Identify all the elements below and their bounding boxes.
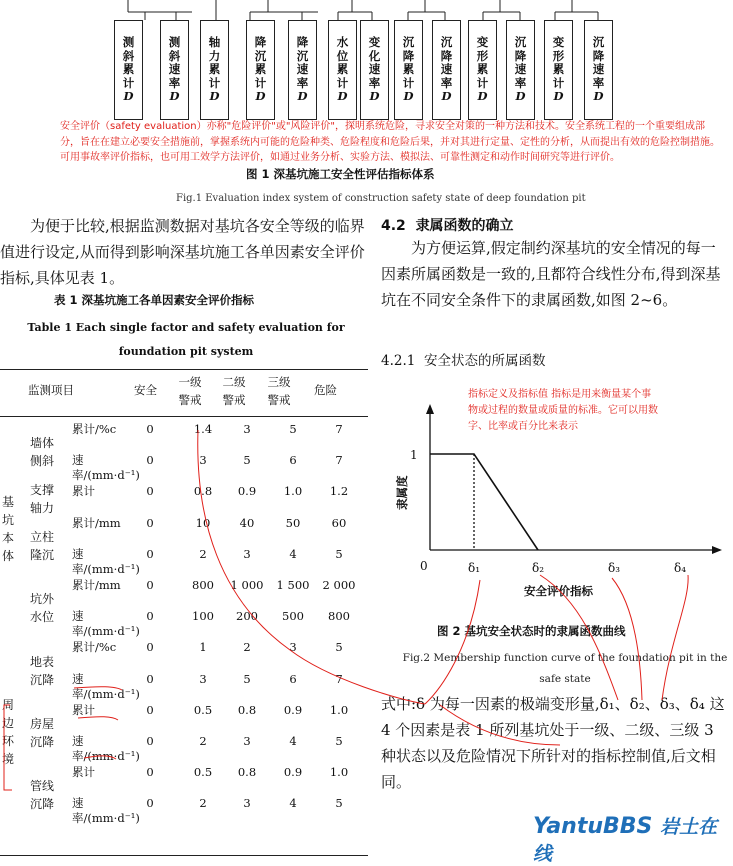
table-cell: 7 <box>335 422 343 436</box>
figure1-box-char: 速 <box>168 62 181 77</box>
figure1-box-char: 沉 <box>402 35 415 50</box>
table-cell: 速率/(mm·d⁻¹) <box>72 609 140 639</box>
watermark-brand: YantuBBS <box>533 814 653 839</box>
table-cell: 0.8 <box>237 765 257 780</box>
table-cell: 0.8 <box>237 702 257 717</box>
table-cell: 5 <box>335 734 343 748</box>
section-4-2-1-title: 安全状态的所属函数 <box>423 353 546 369</box>
figure1-box-char: 沉 <box>296 48 309 63</box>
table-cell: 10 <box>195 515 211 530</box>
table-cell: 0 <box>146 453 154 468</box>
table-cell: 速率/(mm·d⁻¹) <box>72 453 140 483</box>
table-group-name: 基坑本体 <box>2 495 15 564</box>
table-cell: 1 500 <box>276 578 310 592</box>
table-item-name: 支撑轴力 <box>30 483 55 515</box>
table-cell: 速率/(mm·d⁻¹) <box>72 796 140 826</box>
figure1-box-char: 计 <box>336 75 349 90</box>
y-axis-label: 隶属度 <box>395 475 409 510</box>
table-cell: 3 <box>199 453 207 468</box>
table-cell: 1 000 <box>230 578 264 592</box>
header-monitor-item: 监测项目 <box>28 383 74 397</box>
table-cell: 0 <box>146 796 154 811</box>
table-cell: 2 <box>199 734 207 748</box>
table-cell: 5 <box>335 796 343 811</box>
figure1-box-char: 速 <box>368 62 381 77</box>
table-cell: 0.9 <box>283 702 303 717</box>
table-cell: 5 <box>289 422 297 436</box>
figure1-box-char: 累 <box>122 62 135 77</box>
table-cell: 6 <box>289 453 297 468</box>
section-4-2-title: 隶属函数的确立 <box>415 218 514 234</box>
figure1-box-symbol: D <box>553 89 564 104</box>
table-cell: 累计/%c <box>72 640 117 655</box>
table-cell: 3 <box>243 546 251 561</box>
table-cell: 4 <box>289 796 297 811</box>
table-cell: 累计/mm <box>72 578 121 592</box>
table-cell: 累计 <box>72 484 95 499</box>
figure1-box-char: 降 <box>402 48 415 63</box>
header-level1: 一级警戒 <box>178 375 202 407</box>
figure1-box-char: 率 <box>592 75 605 90</box>
figure1-box-char: 率 <box>514 75 527 90</box>
figure1-box-char: 降 <box>440 48 453 63</box>
y-tick-1: 1 <box>410 448 418 462</box>
table-cell: 0.5 <box>193 765 213 780</box>
table-cell: 累计/mm <box>72 515 121 530</box>
table-cell: 1.0 <box>329 765 349 780</box>
section-4-2-num: 4.2 <box>381 218 406 234</box>
table-cell: 3 <box>243 796 251 811</box>
table-cell: 0.8 <box>193 484 213 499</box>
table-cell: 0 <box>146 422 154 436</box>
x-tick-delta3: δ₃ <box>608 561 621 575</box>
table-cell: 60 <box>331 515 347 530</box>
table-cell: 7 <box>335 671 343 686</box>
table-cell: 累计 <box>72 702 95 717</box>
section-4-2-1-num: 4.2.1 <box>381 353 416 369</box>
x-axis-label: 安全评价指标 <box>524 584 593 598</box>
figure1-box-symbol: D <box>123 89 134 104</box>
table-cell: 0.9 <box>237 484 257 499</box>
left-paragraph: 为便于比较,根据监测数据对基坑各安全等级的临界值进行设定,从而得到影响深基坑施工各单因素安全评价指标,具体见表 1。 <box>0 217 365 287</box>
figure1-box-char: 沉 <box>514 35 527 50</box>
table-cell: 3 <box>289 640 297 655</box>
table-cell: 5 <box>335 546 343 561</box>
table-cell: 500 <box>282 609 304 624</box>
table-cell: 0 <box>146 671 154 686</box>
figure1-caption-cn: 图 1 深基坑施工安全性评估指标体系 <box>246 167 435 181</box>
figure1-box-char: 速 <box>296 62 309 77</box>
table-cell: 6 <box>289 671 297 686</box>
table-cell: 0 <box>146 640 154 655</box>
table-cell: 速率/(mm·d⁻¹) <box>72 671 140 701</box>
figure1-box-char: 变 <box>552 35 565 50</box>
table-cell: 2 <box>199 796 207 811</box>
figure1-box-char: 计 <box>476 75 489 90</box>
figure2-caption-cn: 图 2 基坑安全状态时的隶属函数曲线 <box>437 624 626 638</box>
figure1-box-char: 计 <box>122 75 135 90</box>
table-cell: 速率/(mm·d⁻¹) <box>72 546 140 576</box>
figure2-caption-en: Fig.2 Membership function curve of the foundation pit in the safe state <box>402 652 728 685</box>
table-cell: 3 <box>199 671 207 686</box>
table-cell: 50 <box>285 515 301 530</box>
table-item-name: 管线沉降 <box>30 779 55 812</box>
table-item-name: 墙体侧斜 <box>30 436 55 469</box>
figure1-box-char: 累 <box>402 62 415 77</box>
figure1-box-symbol: D <box>297 89 308 104</box>
table-cell: 40 <box>239 515 255 530</box>
table-group-name: 周边环境 <box>2 698 15 766</box>
x-tick-delta1: δ₁ <box>468 561 481 575</box>
figure1-box-char: 测 <box>168 35 181 50</box>
origin-label: 0 <box>420 559 428 573</box>
table-cell: 3 <box>243 734 251 748</box>
table-cell: 0 <box>146 484 154 499</box>
figure1-box-char: 化 <box>368 48 381 63</box>
figure1-box-char: 测 <box>122 35 135 50</box>
right-paragraph-2: 式中:δ 为每一因素的极端变形量,δ₁、δ₂、δ₃、δ₄ 这 4 个因素是表 1 所列基坑处于一级、二级、三级 3 种状态以及危险情况下所针对的指标控制值,后文相同。 <box>381 695 725 791</box>
table-cell: 3 <box>243 422 251 436</box>
header-level2: 二级警戒 <box>222 375 246 407</box>
table-cell: 4 <box>289 546 297 561</box>
figure1-box-char: 计 <box>254 75 267 90</box>
table-cell: 2 <box>199 546 207 561</box>
table-cell: 0 <box>146 515 154 530</box>
figure1-box-char: 轴 <box>208 35 221 50</box>
header-danger: 危险 <box>314 383 337 397</box>
table-item-name: 立柱隆沉 <box>30 529 55 562</box>
table-cell: 1.4 <box>193 422 213 436</box>
figure1-box-symbol: D <box>593 89 604 104</box>
figure1-box-symbol: D <box>169 89 180 104</box>
figure1-box-symbol: D <box>477 89 488 104</box>
figure1-box-char: 累 <box>254 62 267 77</box>
figure1-box-char: 计 <box>402 75 415 90</box>
watermark-cn: 岩土在线 <box>533 816 718 865</box>
figure1-box-char: 变 <box>476 35 489 50</box>
figure1-box-symbol: D <box>209 89 220 104</box>
figure1-box-symbol: D <box>369 89 380 104</box>
table-cell: 2 <box>243 640 251 655</box>
table-cell: 1.0 <box>329 702 349 717</box>
table-cell: 累计 <box>72 765 95 780</box>
table-cell: 4 <box>289 734 297 748</box>
table-cell: 800 <box>192 578 214 592</box>
figure1-box-symbol: D <box>337 89 348 104</box>
figure1-box-char: 水 <box>336 35 349 50</box>
table-cell: 1.2 <box>329 484 349 499</box>
table-cell: 0.9 <box>283 765 303 780</box>
figure1-box-char: 力 <box>208 48 221 63</box>
figure1-box-char: 率 <box>296 75 309 90</box>
table-cell: 5 <box>243 453 251 468</box>
figure1-box-char: 降 <box>514 48 527 63</box>
figure1-box-char: 变 <box>368 35 381 50</box>
figure1-box-char: 降 <box>254 35 267 50</box>
x-tick-delta4: δ₄ <box>674 561 687 575</box>
table-cell: 0 <box>146 609 154 624</box>
table-cell: 速率/(mm·d⁻¹) <box>72 734 140 763</box>
table-cell: 0 <box>146 765 154 780</box>
table-item-name: 坑外水位 <box>30 592 55 625</box>
figure1-box-char: 速 <box>440 62 453 77</box>
figure1-box-symbol: D <box>255 89 266 104</box>
table-cell: 0 <box>146 702 154 717</box>
figure1-box-char: 斜 <box>122 48 135 63</box>
table-cell: 0 <box>146 546 154 561</box>
figure1-box-symbol: D <box>441 89 452 104</box>
table-cell: 100 <box>192 609 214 624</box>
figure1-box-char: 累 <box>476 62 489 77</box>
table-cell: 累计/%c <box>72 422 117 436</box>
table-cell: 7 <box>335 453 343 468</box>
figure1-box-char: 速 <box>514 62 527 77</box>
figure1-box-char: 速 <box>592 62 605 77</box>
header-level3: 三级警戒 <box>267 375 291 407</box>
table-cell: 2 000 <box>322 578 356 592</box>
annotation-safety-evaluation: 安全评价（safety evaluation）亦称"危险评价"或"风险评价"，探明系统危险，寻求安全对策的一种方法和技术。安全系统工程的一个重要组成部分，旨在在建立必要安全措施前，掌握系统内可能的危险种类、危险程度和危险后果，并对其进行定量、定性的分析，从而提出有效的危险控制措施。可用事故率评价指标，也可用工效学方法评价，如通过业务分析、实验方法、模拟法、可靠性测定和动作时间研究等进行评价。 <box>60 121 720 163</box>
annotation-index-definition: 指标定义及指标值 指标是用来衡量某个事物或过程的数量或质量的标准。它可以用数字、比率或百分比来表示 <box>468 389 658 432</box>
table-cell: 200 <box>236 609 258 624</box>
right-paragraph: 为方便运算,假定制约深基坑的安全情况的每一因素所属函数是一致的,且都符合线性分布,得到深基坑在不同安全条件下的隶属函数,如图 2~6。 <box>381 239 721 309</box>
figure1-box-char: 降 <box>592 48 605 63</box>
header-safe: 安全 <box>134 383 157 397</box>
watermark-logo <box>533 812 733 866</box>
figure1-box-char: 率 <box>168 75 181 90</box>
figure1-box-char: 沉 <box>592 35 605 50</box>
figure1-box-char: 沉 <box>440 35 453 50</box>
figure1-box-char: 率 <box>368 75 381 90</box>
figure1-box-char: 计 <box>208 75 221 90</box>
table-cell: 800 <box>328 609 350 624</box>
table-cell: 5 <box>335 640 343 655</box>
figure1-box-char: 斜 <box>168 48 181 63</box>
table-cell: 5 <box>243 671 251 686</box>
figure1-box-char: 累 <box>336 62 349 77</box>
figure1-box-char: 累 <box>552 62 565 77</box>
figure1-box-char: 沉 <box>254 48 267 63</box>
figure1-box-char: 形 <box>552 48 565 63</box>
table-cell: 1 <box>199 640 207 655</box>
figure1-box-char: 形 <box>476 48 489 63</box>
table-cell: 0 <box>146 734 154 748</box>
table-cell: 1.0 <box>283 484 303 499</box>
figure1-box-char: 位 <box>336 48 349 63</box>
figure1-box-char: 累 <box>208 62 221 77</box>
table1-title-cn: 表 1 深基坑施工各单因素安全评价指标 <box>54 293 255 307</box>
table-item-name: 房屋沉降 <box>30 717 55 749</box>
figure1-box-symbol: D <box>515 89 526 104</box>
table-cell: 0 <box>146 578 154 592</box>
table-cell: 0.5 <box>193 702 213 717</box>
figure1-box-char: 率 <box>440 75 453 90</box>
figure1-box-char: 降 <box>296 35 309 50</box>
figure1-box-char: 计 <box>552 75 565 90</box>
figure1-box-symbol: D <box>403 89 414 104</box>
x-tick-delta2: δ₂ <box>532 561 545 575</box>
table-item-name: 地表沉降 <box>30 654 55 687</box>
table1-title-en: Table 1 Each single factor and safety evaluation for foundation pit system <box>27 321 345 358</box>
figure1-caption-en: Fig.1 Evaluation index system of construction safety state of deep foundation pit <box>176 193 586 204</box>
